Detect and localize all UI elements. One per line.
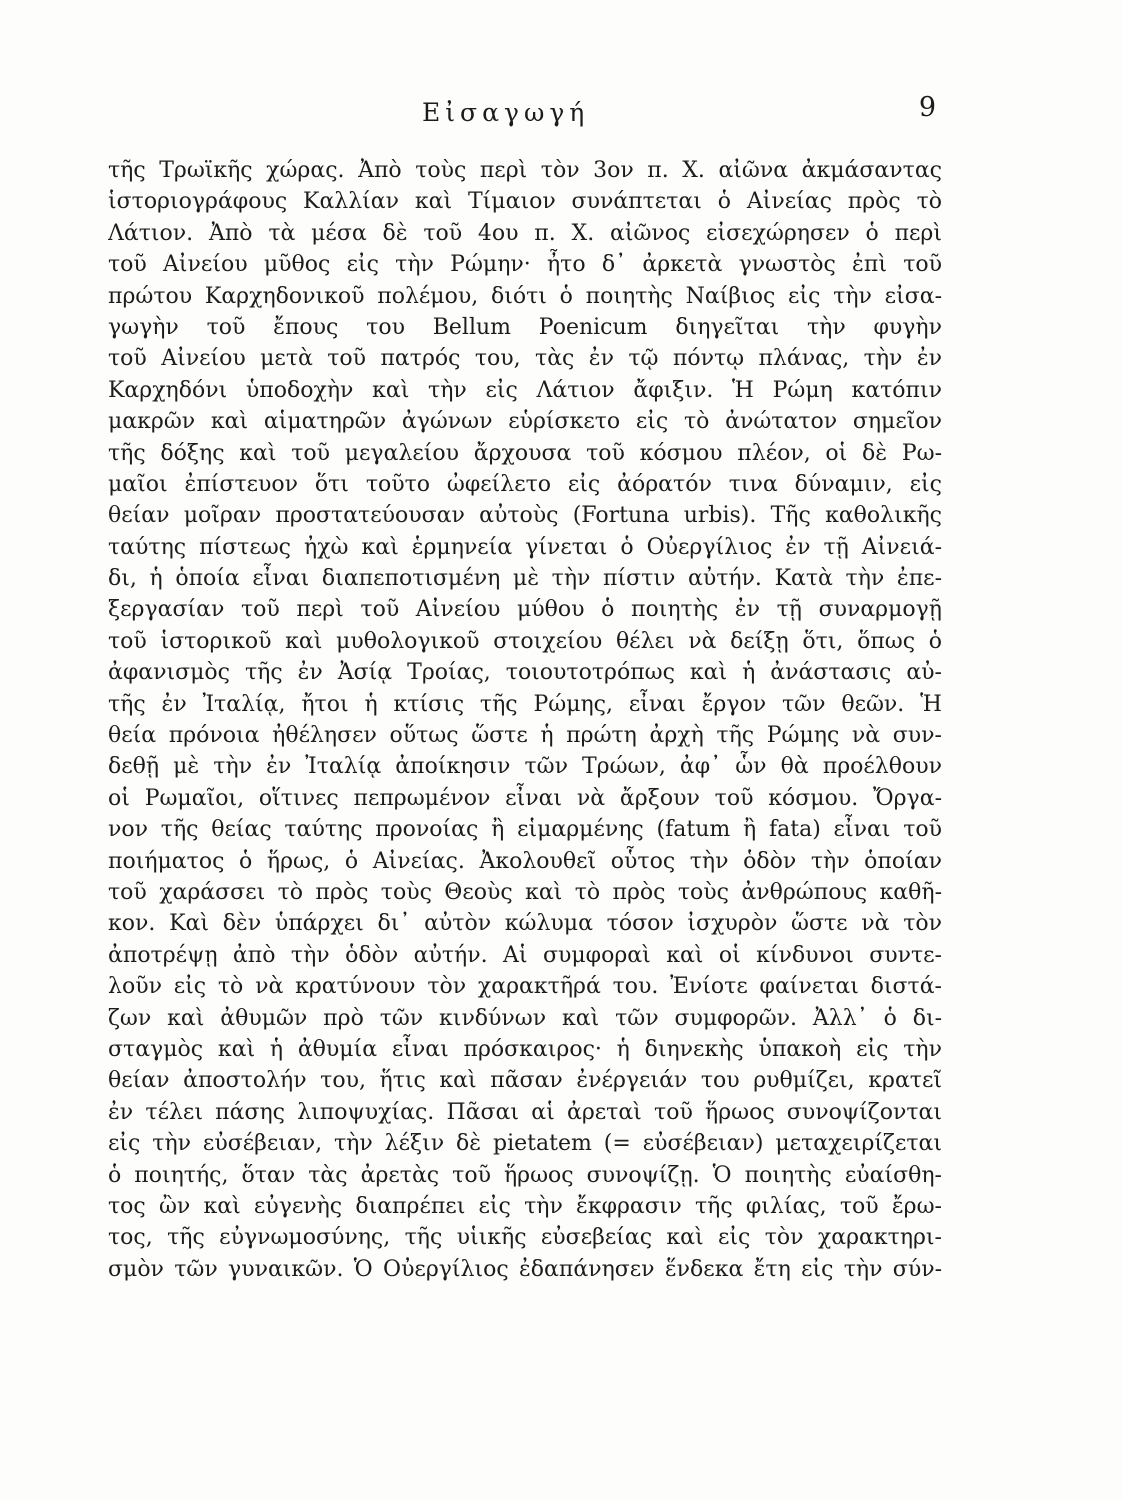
text-line: τῆς Τρωϊκῆς χώρας. Ἀπὸ τοὺς περὶ τὸν 3ον π. Χ. αἰῶνα ἀκμάσαντας <box>108 158 942 183</box>
text-line: οἱ Ρωμαῖοι, οἵτινες πεπρωμένον εἶναι νὰ ἄρξουν τοῦ κόσμου. Ὄργα- <box>108 785 942 811</box>
page-number: 9 <box>918 92 936 123</box>
running-title: Εἰσαγωγή <box>422 98 590 127</box>
text-line: ποιήματος ὁ ἥρως, ὁ Αἰνείας. Ἀκολουθεῖ οὗτος τὴν ὁδὸν τὴν ὁποίαν <box>108 848 942 874</box>
text-line: νον τῆς θείας ταύτης προνοίας ἢ εἱμαρμένης (fatum ἢ fata) εἶναι τοῦ <box>108 817 942 843</box>
text-line: ἀποτρέψῃ ἀπὸ τὴν ὁδὸν αὐτήν. Αἱ συμφοραὶ καὶ οἱ κίνδυνοι συντε- <box>108 942 942 968</box>
text-line: τοῦ ἱστορικοῦ καὶ μυθολογικοῦ στοιχείου θέλει νὰ δείξῃ ὅτι, ὅπως ὁ <box>108 628 942 654</box>
text-line: γωγὴν τοῦ ἔπους του Bellum Poenicum διηγεῖται τὴν φυγὴν <box>108 314 942 340</box>
text-line: ἀφανισμὸς τῆς ἐν Ἀσίᾳ Τροίας, τοιουτοτρόπως καὶ ἡ ἀνάστασις αὐ- <box>108 660 942 686</box>
text-line: μακρῶν καὶ αἱματηρῶν ἀγώνων εὑρίσκετο εἰς τὸ ἀνώτατον σημεῖον <box>108 409 942 435</box>
text-line: σμὸν τῶν γυναικῶν. Ὁ Οὐεργίλιος ἐδαπάνησεν ἕνδεκα ἔτη εἰς τὴν σύν- <box>108 1256 942 1282</box>
text-line: τῆς ἐν Ἰταλίᾳ, ἤτοι ἡ κτίσις τῆς Ρώμης, εἶναι ἔργον τῶν θεῶν. Ἡ <box>108 691 942 717</box>
text-line: Λάτιον. Ἀπὸ τὰ μέσα δὲ τοῦ 4ου π. Χ. αἰῶνος εἰσεχώρησεν ὁ περὶ <box>108 220 942 246</box>
text-line: τοῦ χαράσσει τὸ πρὸς τοὺς Θεοὺς καὶ τὸ πρὸς τοὺς ἀνθρώπους καθῆ- <box>108 879 942 905</box>
text-line: τος, τῆς εὐγνωμοσύνης, τῆς υἱικῆς εὐσεβείας καὶ εἰς τὸν χαρακτηρι- <box>108 1225 942 1251</box>
text-line: Καρχηδόνι ὑποδοχὴν καὶ τὴν εἰς Λάτιον ἄφιξιν. Ἡ Ρώμη κατόπιν <box>108 377 942 403</box>
text-line: λοῦν εἰς τὸ νὰ κρατύνουν τὸν χαρακτῆρά του. Ἐνίοτε φαίνεται διστά- <box>108 974 942 1000</box>
text-line: θεία πρόνοια ἠθέλησεν οὕτως ὥστε ἡ πρώτη ἀρχὴ τῆς Ρώμης νὰ συν- <box>108 723 942 749</box>
text-line: εἰς τὴν εὐσέβειαν, τὴν λέξιν δὲ pietatem (= εὐσέβειαν) μεταχειρίζεται <box>108 1131 942 1157</box>
text-line: ξεργασίαν τοῦ περὶ τοῦ Αἰνείου μύθου ὁ ποιητὴς ἐν τῇ συναρμογῇ <box>108 597 942 623</box>
text-line: τῆς δόξης καὶ τοῦ μεγαλείου ἄρχουσα τοῦ κόσμου πλέον, οἱ δὲ Ρω- <box>108 440 942 466</box>
text-line: μαῖοι ἐπίστευον ὅτι τοῦτο ὠφείλετο εἰς ἀόρατόν τινα δύναμιν, εἰς <box>108 471 942 497</box>
text-line: τοῦ Αἰνείου μετὰ τοῦ πατρός του, τὰς ἐν τῷ πόντῳ πλάνας, τὴν ἐν <box>108 346 942 372</box>
text-line: ἱστοριογράφους Καλλίαν καὶ Τίμαιον συνάπτεται ὁ Αἰνείας πρὸς τὸ <box>108 189 942 215</box>
text-line: ὁ ποιητής, ὅταν τὰς ἀρετὰς τοῦ ἥρωος συνοψίζῃ. Ὁ ποιητὴς εὐαίσθη- <box>108 1162 942 1188</box>
text-line: τος ὢν καὶ εὐγενὴς διαπρέπει εἰς τὴν ἔκφρασιν τῆς φιλίας, τοῦ ἔρω- <box>108 1193 942 1219</box>
text-line: θείαν μοῖραν προστατεύουσαν αὐτοὺς (Fortuna urbis). Τῆς καθολικῆς <box>108 503 942 529</box>
text-line: κον. Καὶ δὲν ὑπάρχει δι᾽ αὐτὸν κώλυμα τόσον ἰσχυρὸν ὥστε νὰ τὸν <box>108 911 942 937</box>
text-line: πρώτου Καρχηδονικοῦ πολέμου, διότι ὁ ποιητὴς Ναίβιος εἰς τὴν εἰσα- <box>108 283 942 309</box>
text-line: ταύτης πίστεως ἠχὼ καὶ ἑρμηνεία γίνεται ὁ Οὐεργίλιος ἐν τῇ Αἰνειά- <box>108 534 942 560</box>
text-line: τοῦ Αἰνείου μῦθος εἰς τὴν Ρώμην· ἦτο δ᾽ ἀρκετὰ γνωστὸς ἐπὶ τοῦ <box>108 252 942 278</box>
running-head <box>110 92 950 138</box>
text-line: δεθῇ μὲ τὴν ἐν Ἰταλίᾳ ἀποίκησιν τῶν Τρώων, ἀφ᾽ ὧν θὰ προέλθουν <box>108 754 942 780</box>
text-line: δι, ἡ ὁποία εἶναι διαπεποτισμένη μὲ τὴν πίστιν αὐτήν. Κατὰ τὴν ἐπε- <box>108 566 942 592</box>
text-line: θείαν ἀποστολήν του, ἥτις καὶ πᾶσαν ἐνέργειάν του ρυθμίζει, κρατεῖ <box>108 1068 942 1094</box>
text-line: σταγμὸς καὶ ἡ ἀθυμία εἶναι πρόσκαιρος· ἡ διηνεκὴς ὑπακοὴ εἰς τὴν <box>108 1036 942 1062</box>
text-line: ἐν τέλει πάσης λιποψυχίας. Πᾶσαι αἱ ἀρεταὶ τοῦ ἥρωος συνοψίζονται <box>108 1099 942 1125</box>
text-line: ζων καὶ ἀθυμῶν πρὸ τῶν κινδύνων καὶ τῶν συμφορῶν. Ἀλλ᾽ ὁ δι- <box>108 1005 942 1031</box>
body-text <box>108 155 942 1285</box>
